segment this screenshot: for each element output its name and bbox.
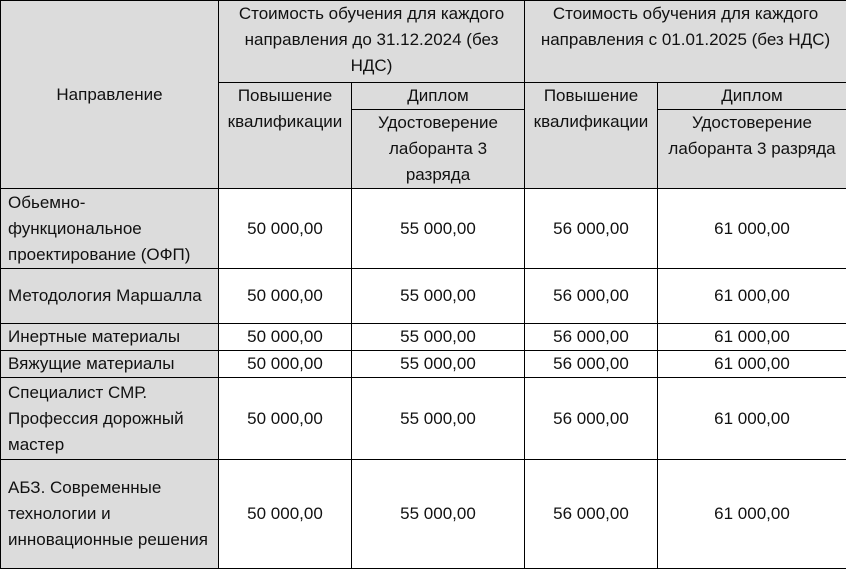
direction-name: Вяжущие материалы	[1, 351, 219, 378]
header-qualification-2024: Повышение квалификации	[219, 83, 352, 189]
direction-name: Обьемно-функциональное проектирование (ОФП)	[1, 189, 219, 269]
price-cell: 56 000,00	[525, 351, 658, 378]
price-cell: 61 000,00	[658, 189, 846, 269]
direction-name: АБЗ. Современные технологии и инновационные решения	[1, 460, 219, 569]
price-cell: 55 000,00	[352, 460, 525, 569]
price-cell: 55 000,00	[352, 189, 525, 269]
price-cell: 61 000,00	[658, 378, 846, 460]
direction-name: Специалист СМР. Профессия дорожный мастер	[1, 378, 219, 460]
price-cell: 56 000,00	[525, 269, 658, 324]
header-period-2024: Стоимость обучения для каждого направления до 31.12.2024 (без НДС)	[219, 1, 525, 83]
header-direction: Направление	[1, 1, 219, 189]
price-cell: 61 000,00	[658, 460, 846, 569]
price-cell: 56 000,00	[525, 378, 658, 460]
table-row	[1, 189, 846, 269]
price-cell: 55 000,00	[352, 351, 525, 378]
price-cell: 55 000,00	[352, 269, 525, 324]
header-qualification-2025: Повышение квалификации	[525, 83, 658, 189]
price-cell: 50 000,00	[219, 189, 352, 269]
header-certificate-2024: Удостоверение лаборанта 3 разряда	[352, 110, 525, 189]
price-cell: 61 000,00	[658, 324, 846, 351]
price-cell: 56 000,00	[525, 460, 658, 569]
price-cell: 50 000,00	[219, 351, 352, 378]
price-cell: 56 000,00	[525, 189, 658, 269]
header-period-2025: Стоимость обучения для каждого направления с 01.01.2025 (без НДС)	[525, 1, 846, 83]
table-row	[1, 351, 846, 378]
table-row	[1, 378, 846, 460]
price-cell: 50 000,00	[219, 378, 352, 460]
header-diploma-2024: Диплом	[352, 83, 525, 110]
table-row	[1, 269, 846, 324]
table-row	[1, 460, 846, 569]
price-cell: 61 000,00	[658, 351, 846, 378]
header-diploma-2025: Диплом	[658, 83, 846, 110]
direction-name: Инертные материалы	[1, 324, 219, 351]
price-cell: 50 000,00	[219, 460, 352, 569]
direction-name: Методология Маршалла	[1, 269, 219, 324]
price-cell: 56 000,00	[525, 324, 658, 351]
table-row	[1, 324, 846, 351]
header-certificate-2025: Удостоверение лаборанта 3 разряда	[658, 110, 846, 189]
price-cell: 50 000,00	[219, 269, 352, 324]
price-cell: 55 000,00	[352, 378, 525, 460]
price-cell: 50 000,00	[219, 324, 352, 351]
price-cell: 61 000,00	[658, 269, 846, 324]
price-cell: 55 000,00	[352, 324, 525, 351]
